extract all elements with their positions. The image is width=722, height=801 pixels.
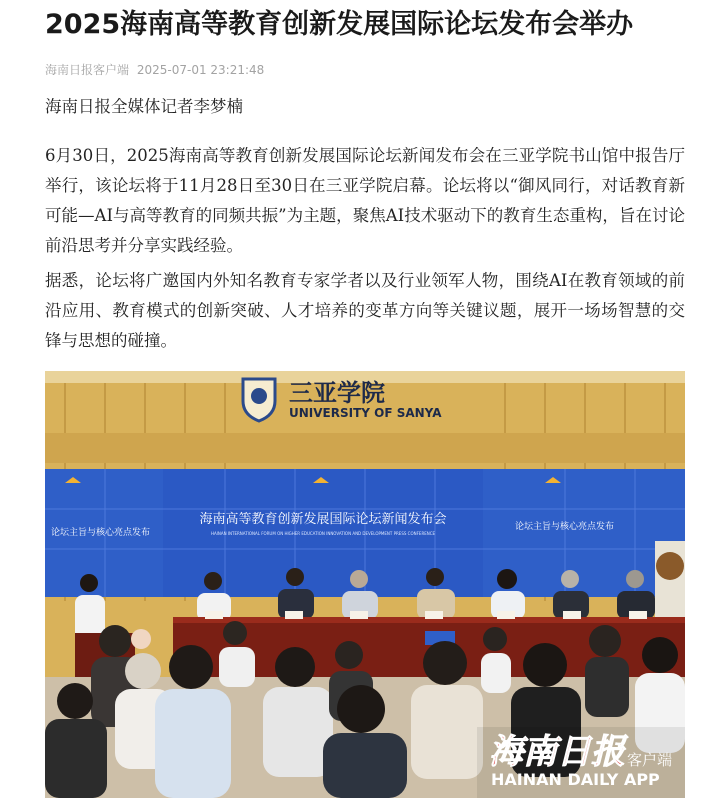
article-meta	[45, 61, 264, 78]
reporter-byline: 海南日报全媒体记者李梦楠	[45, 97, 243, 116]
screen-title: 海南高等教育创新发展国际论坛新闻发布会	[199, 512, 447, 527]
watermark-suffix: 客户端	[627, 751, 673, 769]
article-title: 2025海南高等教育创新发展国际论坛发布会举办	[45, 9, 634, 40]
watermark-en: HAINAN DAILY APP	[491, 770, 660, 789]
right-screen-text: 论坛主旨与核心亮点发布	[515, 522, 615, 532]
article-paragraph: 据悉，论坛将广邀国内外知名教育专家学者以及行业领军人物，围绕AI在教育领域的前沿应用、教育模式的创新突破、人才培养的变革方向等关键议题，展开一场场智慧的交锋与思想的碰撞。	[45, 271, 685, 350]
screen-subtitle: HAINAN INTERNATIONAL FORUM ON HIGHER EDUCATION INNOVATION AND DEVELOPMENT PRESS CONFERENCE	[210, 531, 436, 536]
article-paragraph: 6月30日，2025海南高等教育创新发展国际论坛新闻发布会在三亚学院书山馆中报告厅举行，该论坛将于11月28日至30日在三亚学院启幕。论坛将以“御风同行，对话教育新可能—AI与高等教育的同频共振”为主题，聚焦AI技术驱动下的教育生态重构，旨在讨论前沿思考并分享实践经验。	[45, 146, 685, 255]
watermark-logo-cn: 海南日报	[489, 732, 625, 772]
publish-datetime: 2025-07-01 23:21:48	[136, 63, 265, 77]
press-conference-photo[interactable]	[45, 371, 685, 798]
university-name-en: UNIVERSITY OF SANYA	[289, 406, 442, 420]
university-name-cn: 三亚学院	[289, 378, 385, 407]
university-logo	[243, 379, 275, 421]
source-name[interactable]: 海南日报客户端	[45, 63, 130, 77]
left-screen-text: 论坛主旨与核心亮点发布	[51, 528, 151, 538]
